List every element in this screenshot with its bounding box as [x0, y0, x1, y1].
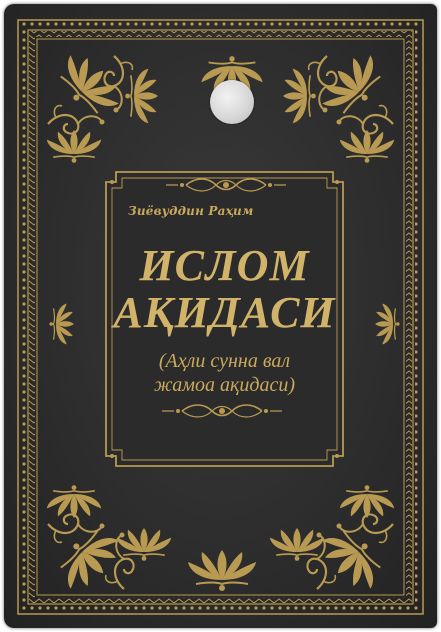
- title-line-2: АҚИДАСИ: [113, 288, 336, 337]
- round-sticker: [210, 80, 254, 124]
- author-name: Зиёвуддин Раҳим: [128, 204, 254, 218]
- subtitle-line-2: жамоа ақидаси): [153, 374, 296, 396]
- subtitle-line-1: (Аҳли сунна вал: [158, 350, 291, 372]
- title-line-1: ИСЛОМ: [139, 241, 310, 290]
- book-cover: [4, 4, 437, 628]
